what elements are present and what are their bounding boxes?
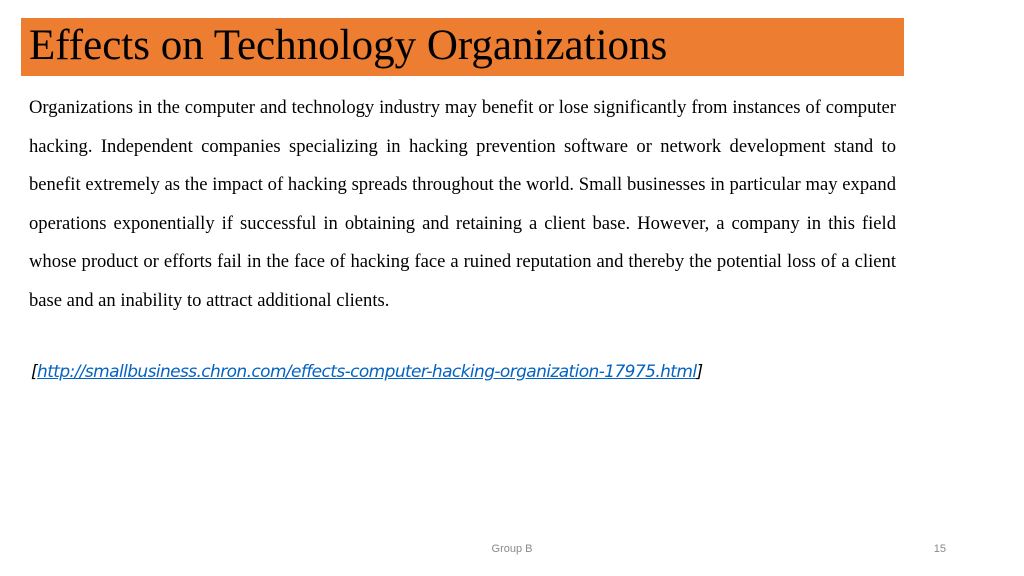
source-open-bracket: [: [31, 362, 38, 382]
page-number: 15: [933, 543, 946, 555]
title-bar: [21, 18, 904, 76]
source-close-bracket: ]: [696, 362, 703, 382]
source-citation: [31, 360, 703, 384]
slide-title: Effects on Technology Organizations: [29, 22, 668, 69]
source-link[interactable]: http://smallbusiness.chron.com/effects-computer-hacking-organization-17975.html: [37, 362, 697, 382]
body-paragraph: Organizations in the computer and technology industry may benefit or lose significantly from instances of computer hacking. Independent companies specializing in hacking prevention software or network development stand to benefit extremely as the impact of hacking spreads throughout the world. Small businesses in particular may expand operations exponentially if successful in obtaining and retaining a client base. However, a company in this field whose product or efforts fail in the face of hacking face a ruined reputation and thereby the potential loss of a client base and an inability to attract additional clients.: [29, 97, 896, 311]
footer-text: Group B: [491, 543, 533, 555]
